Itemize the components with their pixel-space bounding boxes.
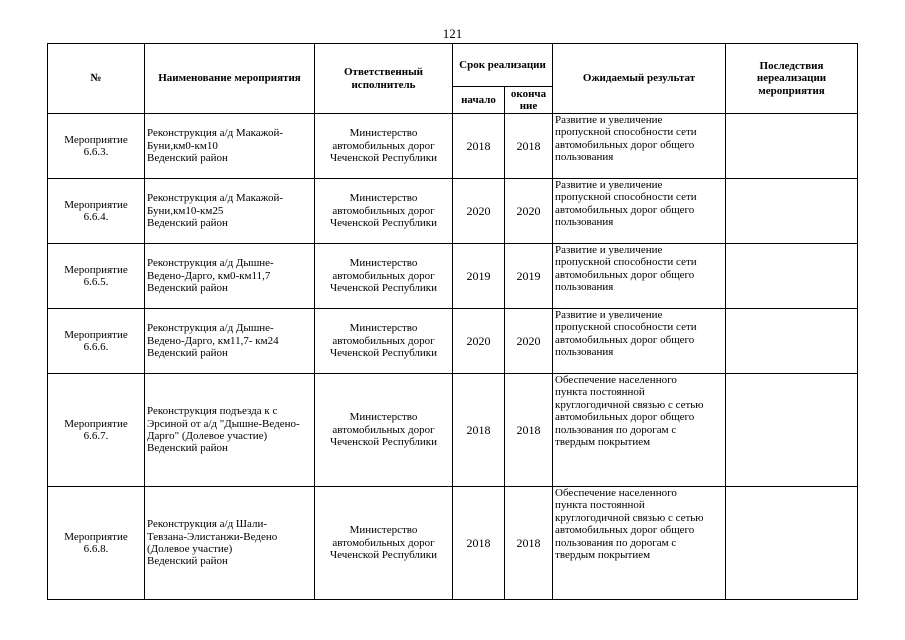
cell-event-name-line: Веденский район: [147, 442, 228, 455]
cell-expected-result-line: пропускной способности сети: [555, 126, 697, 139]
cell-consequences: [726, 244, 858, 309]
cell-expected-result-line: Развитие и увеличение: [555, 179, 663, 191]
cell-number-line: 6.6.4.: [83, 211, 109, 223]
cell-executor-line: Чеченской Республики: [329, 347, 438, 360]
header-end: оконча ние: [505, 87, 553, 114]
cell-event-name-line: (Долевое участие): [147, 543, 233, 555]
cell-event-name-line: Веденский район: [147, 282, 228, 295]
cell-expected-result-line: Обеспечение населенного: [555, 487, 677, 499]
cell-executor-line: автомобильных дорог: [332, 536, 435, 549]
header-number: №: [48, 44, 145, 114]
cell-expected-result-line: пропускной способности сети: [555, 191, 697, 204]
cell-number-line: 6.6.3.: [83, 146, 109, 158]
cell-executor: [315, 179, 453, 244]
cell-event-name: [145, 309, 315, 374]
cell-expected-result: [553, 374, 726, 487]
cell-number-line: Мероприятие: [64, 133, 128, 146]
cell-expected-result-line: пользования по дорогам с: [555, 423, 677, 436]
cell-executor: [315, 487, 453, 600]
cell-event-name-line: Веденский район: [147, 152, 228, 165]
cell-expected-result-line: автомобильных дорог общего: [555, 411, 695, 424]
table-row: [48, 487, 858, 600]
cell-event-name: [145, 244, 315, 309]
cell-event-name-line: Веденский район: [147, 555, 228, 568]
cell-number: [48, 487, 145, 600]
cell-event-name-line: Ведено-Дарго, км11,7- км24: [147, 334, 279, 347]
cell-executor-line: Чеченской Республики: [329, 282, 438, 295]
cell-end-year: 2018: [505, 374, 553, 487]
cell-consequences: [726, 309, 858, 374]
cell-expected-result-line: пользования: [555, 346, 614, 359]
cell-expected-result-line: твердым покрытием: [555, 436, 651, 449]
cell-end-year: 2018: [505, 114, 553, 179]
cell-consequences: [726, 374, 858, 487]
cell-executor-line: автомобильных дорог: [332, 423, 435, 436]
cell-number-line: 6.6.7.: [83, 430, 109, 442]
cell-expected-result-line: автомобильных дорог общего: [555, 524, 695, 537]
cell-event-name-line: Реконструкция а/д Дышне-: [147, 257, 274, 270]
cell-expected-result-line: твердым покрытием: [555, 549, 651, 562]
cell-number-line: 6.6.8.: [83, 543, 109, 555]
cell-end-year: 2020: [505, 179, 553, 244]
cell-expected-result-line: пункта постоянной: [555, 499, 645, 512]
cell-start-year: 2020: [453, 179, 505, 244]
cell-event-name-line: Ведено-Дарго, км0-км11,7: [147, 269, 271, 282]
table-row: [48, 114, 858, 179]
cell-start-year: 2018: [453, 374, 505, 487]
cell-event-name-line: Реконструкция а/д Дышне-: [147, 322, 274, 335]
cell-expected-result: [553, 179, 726, 244]
cell-event-name-line: Буни,км0-км10: [147, 139, 218, 152]
cell-start-year: 2020: [453, 309, 505, 374]
cell-number: [48, 374, 145, 487]
page-number: 121: [442, 26, 463, 41]
cell-number-line: Мероприятие: [64, 328, 128, 341]
cell-executor-line: автомобильных дорог: [332, 139, 435, 152]
cell-expected-result-line: пропускной способности сети: [555, 321, 697, 334]
cell-consequences: [726, 179, 858, 244]
cell-expected-result-line: пользования по дорогам с: [555, 536, 677, 549]
cell-executor-line: автомобильных дорог: [332, 204, 435, 217]
cell-end-year: 2020: [505, 309, 553, 374]
cell-expected-result-line: пользования: [555, 151, 614, 164]
cell-expected-result: [553, 114, 726, 179]
cell-executor-line: Министерство: [349, 524, 418, 537]
cell-executor-line: Министерство: [349, 127, 418, 140]
cell-start-year: 2019: [453, 244, 505, 309]
cell-event-name-line: Реконструкция а/д Шали-: [147, 518, 268, 531]
cell-expected-result: [553, 487, 726, 600]
cell-event-name-line: Веденский район: [147, 217, 228, 230]
cell-number-line: 6.6.6.: [83, 341, 109, 353]
cell-expected-result-line: автомобильных дорог общего: [555, 333, 695, 346]
cell-expected-result: [553, 309, 726, 374]
cell-event-name-line: Тевзана-Элистанжи-Ведено: [147, 530, 278, 543]
cell-expected-result-line: Развитие и увеличение: [555, 114, 663, 126]
table-row: [48, 244, 858, 309]
cell-number-line: Мероприятие: [64, 263, 128, 276]
table-body: [48, 114, 858, 600]
cell-executor-line: Министерство: [349, 257, 418, 270]
cell-number-line: Мероприятие: [64, 198, 128, 211]
cell-event-name-line: Реконструкция а/д Макажой-: [147, 127, 284, 140]
cell-executor-line: автомобильных дорог: [332, 269, 435, 282]
cell-expected-result-line: автомобильных дорог общего: [555, 138, 695, 151]
header-expected-result: Ожидаемый результат: [553, 44, 726, 114]
cell-expected-result-line: Развитие и увеличение: [555, 309, 663, 321]
cell-consequences: [726, 114, 858, 179]
cell-number: [48, 309, 145, 374]
table-row: [48, 179, 858, 244]
cell-event-name: [145, 179, 315, 244]
events-table: [47, 43, 858, 600]
cell-number: [48, 179, 145, 244]
cell-start-year: 2018: [453, 114, 505, 179]
cell-expected-result-line: Развитие и увеличение: [555, 244, 663, 256]
header-start: начало: [453, 87, 505, 114]
cell-end-year: 2018: [505, 487, 553, 600]
cell-executor: [315, 114, 453, 179]
cell-event-name: [145, 374, 315, 487]
header-consequences: Последствия нереализации мероприятия: [726, 44, 858, 114]
cell-expected-result-line: круглогодичной связью с сетью: [555, 511, 704, 524]
cell-number-line: Мероприятие: [64, 530, 128, 543]
cell-event-name: [145, 487, 315, 600]
cell-event-name-line: Реконструкция а/д Макажой-: [147, 192, 284, 205]
cell-expected-result-line: пункта постоянной: [555, 386, 645, 399]
cell-event-name-line: Буни,км10-км25: [147, 204, 224, 217]
cell-expected-result-line: круглогодичной связью с сетью: [555, 398, 704, 411]
table-row: [48, 374, 858, 487]
cell-executor-line: Чеченской Республики: [329, 152, 438, 165]
table-row: [48, 309, 858, 374]
cell-executor-line: Чеченской Республики: [329, 217, 438, 230]
cell-start-year: 2018: [453, 487, 505, 600]
cell-expected-result-line: пользования: [555, 216, 614, 229]
cell-event-name-line: Эрсиной от а/д "Дышне-Ведено-: [147, 417, 300, 430]
cell-executor: [315, 374, 453, 487]
header-event-name: Наименование мероприятия: [145, 44, 315, 114]
cell-event-name: [145, 114, 315, 179]
cell-executor-line: Министерство: [349, 322, 418, 335]
cell-executor-line: Чеченской Республики: [329, 436, 438, 449]
cell-executor: [315, 244, 453, 309]
cell-expected-result-line: Обеспечение населенного: [555, 374, 677, 386]
cell-event-name-line: Реконструкция подъезда к с: [147, 405, 278, 418]
cell-end-year: 2019: [505, 244, 553, 309]
cell-executor-line: автомобильных дорог: [332, 334, 435, 347]
cell-executor: [315, 309, 453, 374]
cell-expected-result: [553, 244, 726, 309]
cell-expected-result-line: автомобильных дорог общего: [555, 268, 695, 281]
cell-expected-result-line: пользования: [555, 281, 614, 294]
cell-executor-line: Министерство: [349, 411, 418, 424]
cell-event-name-line: Веденский район: [147, 347, 228, 360]
header-period: Срок реализации: [453, 44, 553, 87]
cell-number: [48, 244, 145, 309]
cell-number: [48, 114, 145, 179]
header-executor: Ответственный исполнитель: [315, 44, 453, 114]
cell-number-line: 6.6.5.: [83, 276, 109, 288]
cell-executor-line: Министерство: [349, 192, 418, 205]
cell-consequences: [726, 487, 858, 600]
cell-expected-result-line: пропускной способности сети: [555, 256, 697, 269]
cell-number-line: Мероприятие: [64, 417, 128, 430]
cell-executor-line: Чеченской Республики: [329, 549, 438, 562]
cell-expected-result-line: автомобильных дорог общего: [555, 203, 695, 216]
cell-event-name-line: Дарго" (Долевое участие): [147, 430, 268, 442]
